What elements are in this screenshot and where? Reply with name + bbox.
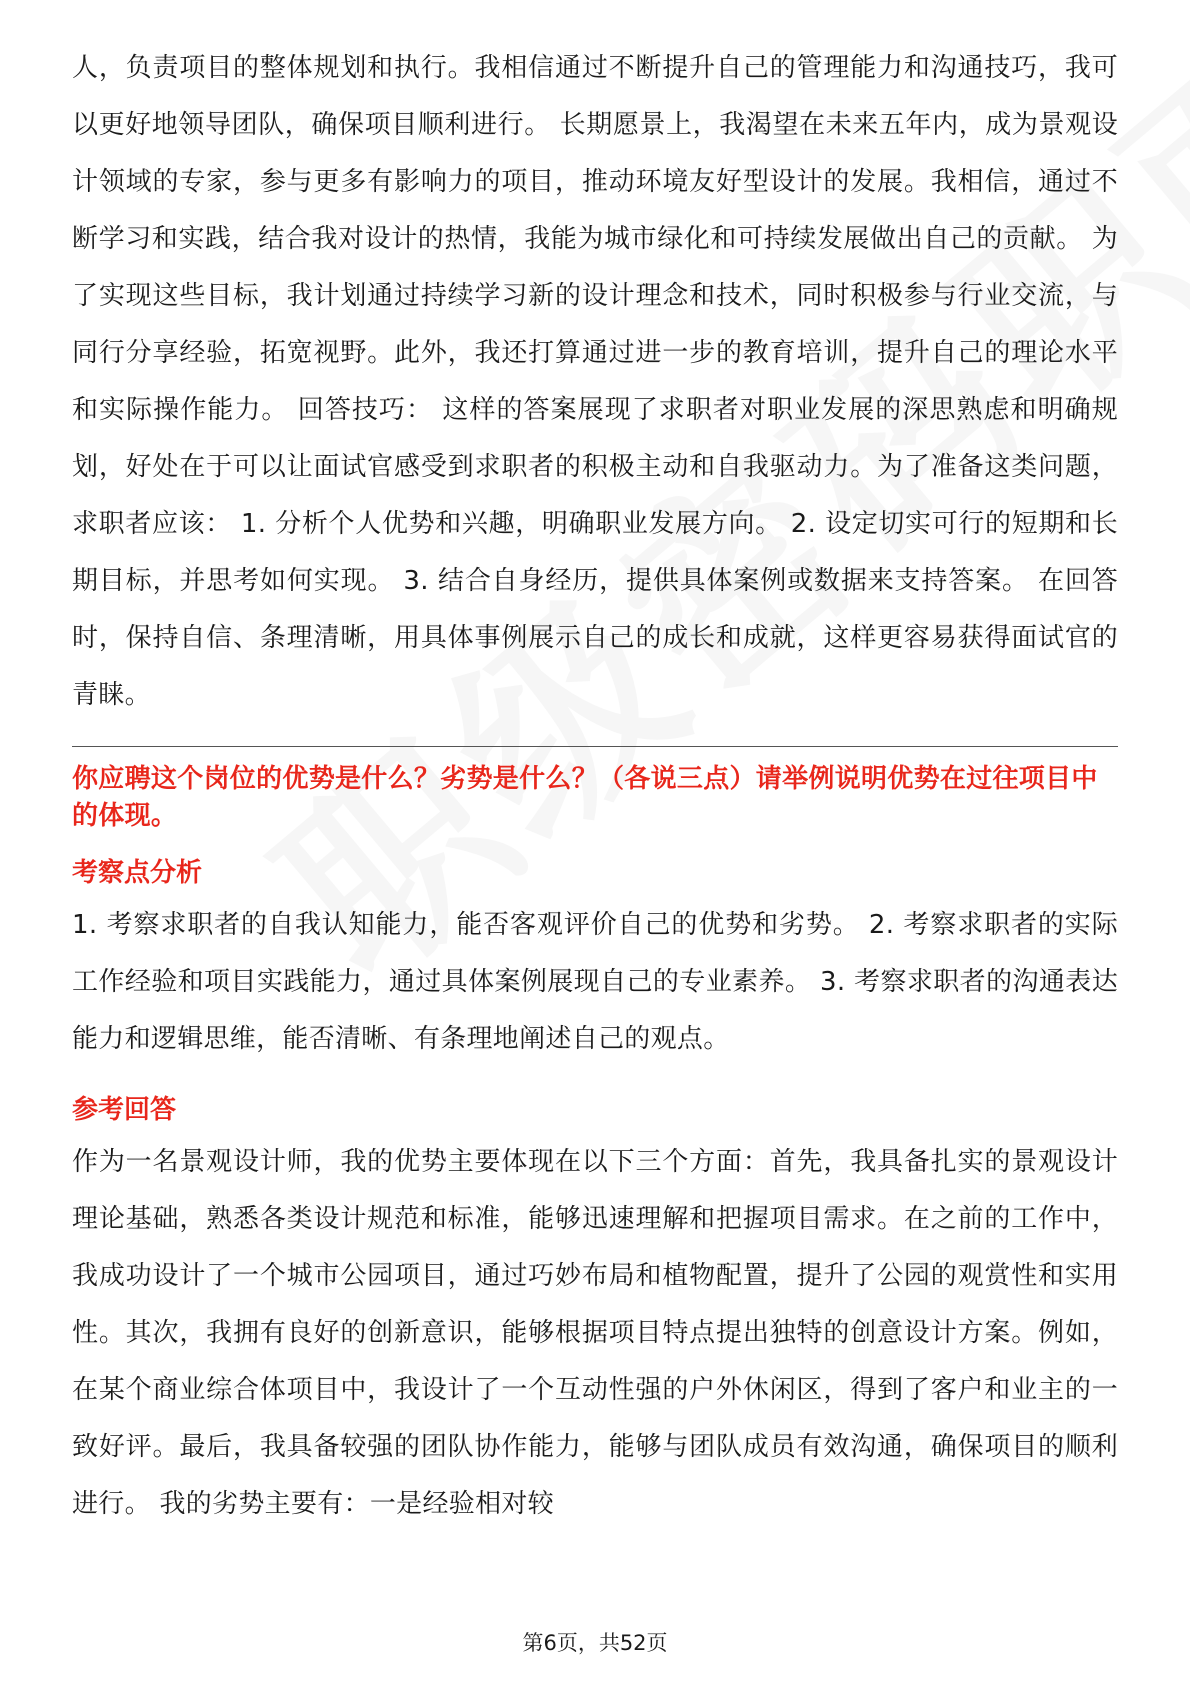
analysis-text: 1. 考察求职者的自我认知能力，能否客观评价自己的优势和劣势。 2. 考察求职者的实际工作经验和项目实践能力，通过具体案例展现自己的专业素养。 3. 考察求职者的沟通表达能力和逻辑思维，能否清晰、有条理地阐述自己的观点。: [72, 910, 1118, 1054]
reference-text: 作为一名景观设计师，我的优势主要体现在以下三个方面：首先，我具备扎实的景观设计理论基础，熟悉各类设计规范和标准，能够迅速理解和把握项目需求。在之前的工作中，我成功设计了一个城市公园项目，通过巧妙布局和植物配置，提升了公园的观赏性和实用性。其次，我拥有良好的创新意识，能够根据项目特点提出独特的创意设计方案。例如，在某个商业综合体项目中，我设计了一个互动性强的户外休闲区，得到了客户和业主的一致好评。最后，我具备较强的团队协作能力，能够与团队成员有效沟通，确保项目的顺利进行。 我的劣势主要有：一是经验相对较: [72, 1147, 1118, 1519]
intro-paragraph: 人，负责项目的整体规划和执行。我相信通过不断提升自己的管理能力和沟通技巧，我可以更好地领导团队，确保项目顺利进行。 长期愿景上，我渴望在未来五年内，成为景观设计领域的专家，参与更多有影响力的项目，推动环境友好型设计的发展。我相信，通过不断学习和实践，结合我对设计的热情，我能为城市绿化和可持续发展做出自己的贡献。 为了实现这些目标，我计划通过持续学习新的设计理念和技术，同时积极参与行业交流，与同行分享经验，拓宽视野。此外，我还打算通过进一步的教育培训，提升自己的理论水平和实际操作能力。 回答技巧： 这样的答案展现了求职者对职业发展的深思熟虑和明确规划，好处在于可以让面试官感受到求职者的积极主动和自我驱动力。为了准备这类问题，求职者应该： 1. 分析个人优势和兴趣，明确职业发展方向。 2. 设定切实可行的短期和长期目标，并思考如何实现。 3. 结合自身经历，提供具体案例或数据来支持答案。 在回答时，保持自信、条理清晰，用具体事例展示自己的成长和成就，这样更容易获得面试官的青睐。: [72, 53, 1118, 710]
reference-heading: 参考回答: [72, 1095, 177, 1125]
page-number: 第6页，共52页: [522, 1631, 668, 1655]
document-page: [72, 40, 1118, 1533]
interview-question: 你应聘这个岗位的优势是什么？劣势是什么？（各说三点）请举例说明优势在过往项目中的体现。: [72, 764, 1098, 831]
analysis-heading: 考察点分析: [72, 858, 203, 888]
section-divider: [72, 746, 1118, 747]
